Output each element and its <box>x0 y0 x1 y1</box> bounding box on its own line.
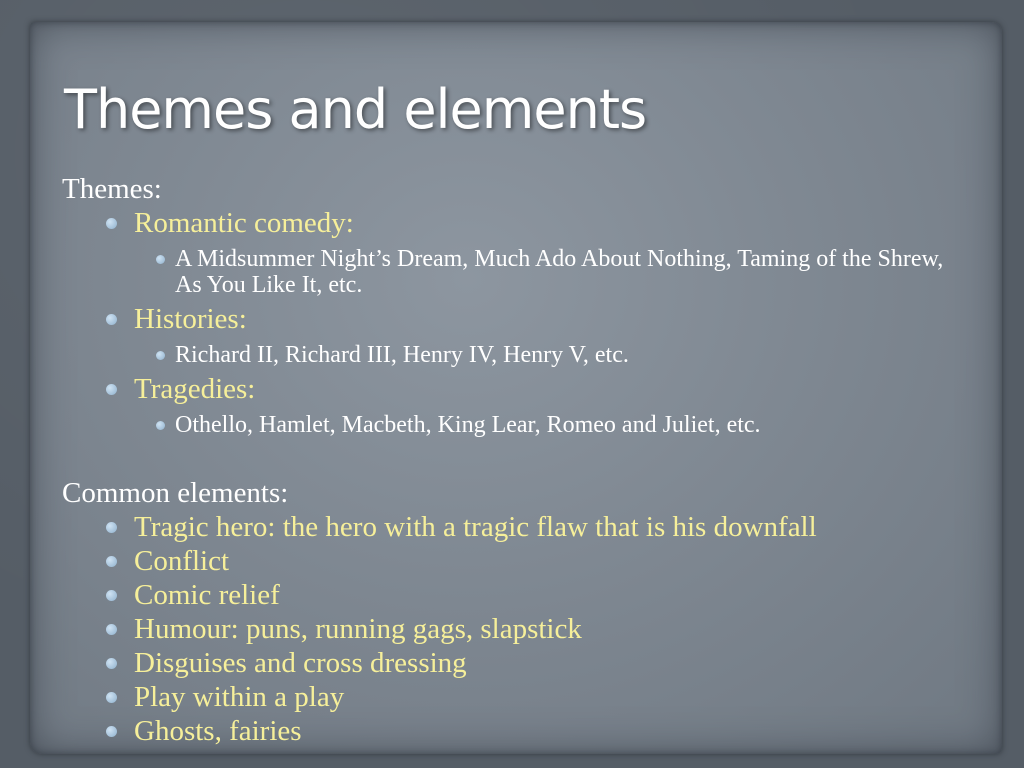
bullet-icon <box>106 658 117 669</box>
section-heading-themes: Themes: <box>62 173 162 205</box>
themes-list <box>62 206 962 438</box>
bullet-icon <box>106 314 117 325</box>
bullet-icon <box>156 421 165 430</box>
sub-item-romantic-comedy-examples <box>62 246 962 298</box>
list-item-humour <box>62 612 962 646</box>
list-item-tragic-hero <box>62 510 962 544</box>
list-item-label: Histories: <box>134 303 247 335</box>
list-item-label: Play within a play <box>134 681 345 713</box>
list-item-label: Ghosts, fairies <box>134 715 302 747</box>
bullet-icon <box>106 590 117 601</box>
slide-title: Themes and elements <box>64 78 647 141</box>
section-spacer <box>62 442 962 476</box>
bullet-icon <box>106 726 117 737</box>
bullet-icon <box>106 522 117 533</box>
bullet-icon <box>106 384 117 395</box>
list-item-label: Comic relief <box>134 579 280 611</box>
sub-item-text: Richard II, Richard III, Henry IV, Henry V, etc. <box>175 342 629 368</box>
list-item-play-within-play <box>62 680 962 714</box>
bullet-icon <box>106 218 117 229</box>
sub-item-text: Othello, Hamlet, Macbeth, King Lear, Romeo and Juliet, etc. <box>175 412 761 438</box>
list-item-romantic-comedy <box>62 206 962 240</box>
bullet-icon <box>106 624 117 635</box>
list-item-tragedies <box>62 372 962 406</box>
sub-item-text: A Midsummer Night’s Dream, Much Ado About Nothing, Taming of the Shrew, As You Like It, etc. <box>175 246 944 298</box>
bullet-icon <box>106 692 117 703</box>
list-item-histories <box>62 302 962 336</box>
section-heading-common-elements: Common elements: <box>62 477 289 509</box>
bullet-icon <box>156 255 165 264</box>
list-item-conflict <box>62 544 962 578</box>
list-item-label: Tragic hero: the hero with a tragic flaw that is his downfall <box>134 511 817 543</box>
list-item-label: Disguises and cross dressing <box>134 647 467 679</box>
list-item-label: Conflict <box>134 545 230 577</box>
sub-item-histories-examples <box>62 342 962 368</box>
list-item-comic-relief <box>62 578 962 612</box>
bullet-icon <box>156 351 165 360</box>
list-item-ghosts-fairies <box>62 714 962 748</box>
sub-item-tragedies-examples <box>62 412 962 438</box>
common-elements-list <box>62 510 962 748</box>
list-item-label: Humour: puns, running gags, slapstick <box>134 613 582 645</box>
list-item-label: Romantic comedy: <box>134 207 354 239</box>
bullet-icon <box>106 556 117 567</box>
list-item-disguises <box>62 646 962 680</box>
list-item-label: Tragedies: <box>134 373 256 405</box>
slide-content <box>62 172 962 748</box>
